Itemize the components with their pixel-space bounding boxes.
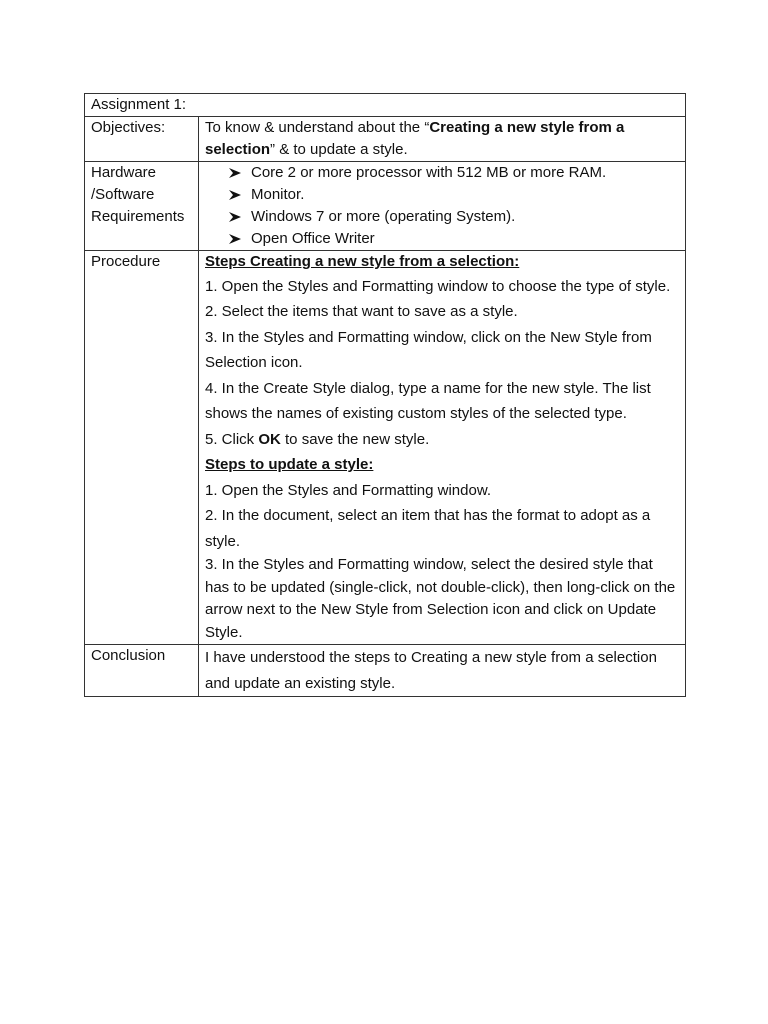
update-step: 1. Open the Styles and Formatting window. xyxy=(205,481,491,499)
requirements-item xyxy=(229,228,681,250)
update-step: 2. In the document, select an item that has the format to adopt as a style. xyxy=(205,507,651,550)
objectives-label: Objectives: xyxy=(91,119,166,136)
objectives-text-before: To know & understand about the “ xyxy=(205,119,430,136)
requirements-item xyxy=(229,162,681,184)
requirements-row xyxy=(85,162,686,251)
procedure-section2-heading: Steps to update a style: xyxy=(205,456,374,473)
conclusion-label: Conclusion xyxy=(91,647,166,664)
requirements-label-cell xyxy=(85,162,199,251)
objectives-text-bold: Creating a new style from a selection xyxy=(205,119,625,158)
requirements-label-line2: /Software xyxy=(91,186,155,203)
arrow-bullet-icon xyxy=(229,212,241,222)
update-step-last: 3. In the Styles and Formatting window, select the desired style that has to be updated (single-click, not double-click), then long-click on the arrow next to the New Style from Selection icon and click on Update Style. xyxy=(205,556,676,641)
conclusion-text: I have understood the steps to Creating a new style from a selection and update an existing style. xyxy=(205,649,657,692)
requirements-item-text: Windows 7 or more (operating System). xyxy=(251,208,516,225)
arrow-bullet-icon xyxy=(229,234,241,244)
arrow-bullet-icon xyxy=(229,168,241,178)
procedure-content-cell xyxy=(199,251,686,645)
procedure-step: 2. Select the items that want to save as a style. xyxy=(205,303,518,320)
requirements-item xyxy=(229,206,681,228)
procedure-step: 4. In the Create Style dialog, type a name for the new style. The list shows the names of existing custom styles of the selected type. xyxy=(205,379,651,422)
assignment-table xyxy=(84,93,686,697)
step5-after: to save the new style. xyxy=(280,430,430,448)
objectives-text xyxy=(205,117,681,161)
conclusion-label-cell xyxy=(85,645,199,697)
requirements-label-line3: Requirements xyxy=(91,208,185,225)
conclusion-row xyxy=(85,645,686,697)
step5-ok: OK xyxy=(258,430,281,448)
procedure-row xyxy=(85,251,686,645)
procedure-section1-heading: Steps Creating a new style from a selection: xyxy=(205,253,520,270)
requirements-label-line1: Hardware xyxy=(91,164,157,181)
objectives-row xyxy=(85,117,686,162)
objectives-text-after: ” & to update a style. xyxy=(270,141,408,158)
step5-before: 5. Click xyxy=(205,430,259,448)
procedure-step: 3. In the Styles and Formatting window, click on the New Style from Selection icon. xyxy=(205,328,652,371)
objectives-content-cell xyxy=(199,117,686,162)
requirements-content-cell xyxy=(199,162,686,251)
conclusion-content-cell xyxy=(199,645,686,697)
requirements-item-text: Monitor. xyxy=(251,186,305,203)
requirements-item-text: Open Office Writer xyxy=(251,230,375,247)
procedure-step-5 xyxy=(205,427,681,453)
assignment-title xyxy=(85,94,686,117)
assignment-row xyxy=(85,94,686,117)
procedure-step: 1. Open the Styles and Formatting window to choose the type of style. xyxy=(205,277,671,295)
requirements-item-text: Core 2 or more processor with 512 MB or more RAM. xyxy=(251,164,607,181)
procedure-label-cell xyxy=(85,251,199,645)
requirements-item xyxy=(229,184,681,206)
objectives-label-cell xyxy=(85,117,199,162)
assignment-label: Assignment 1: xyxy=(91,96,187,113)
requirements-list xyxy=(205,162,681,250)
procedure-label: Procedure xyxy=(91,253,161,270)
arrow-bullet-icon xyxy=(229,190,241,200)
